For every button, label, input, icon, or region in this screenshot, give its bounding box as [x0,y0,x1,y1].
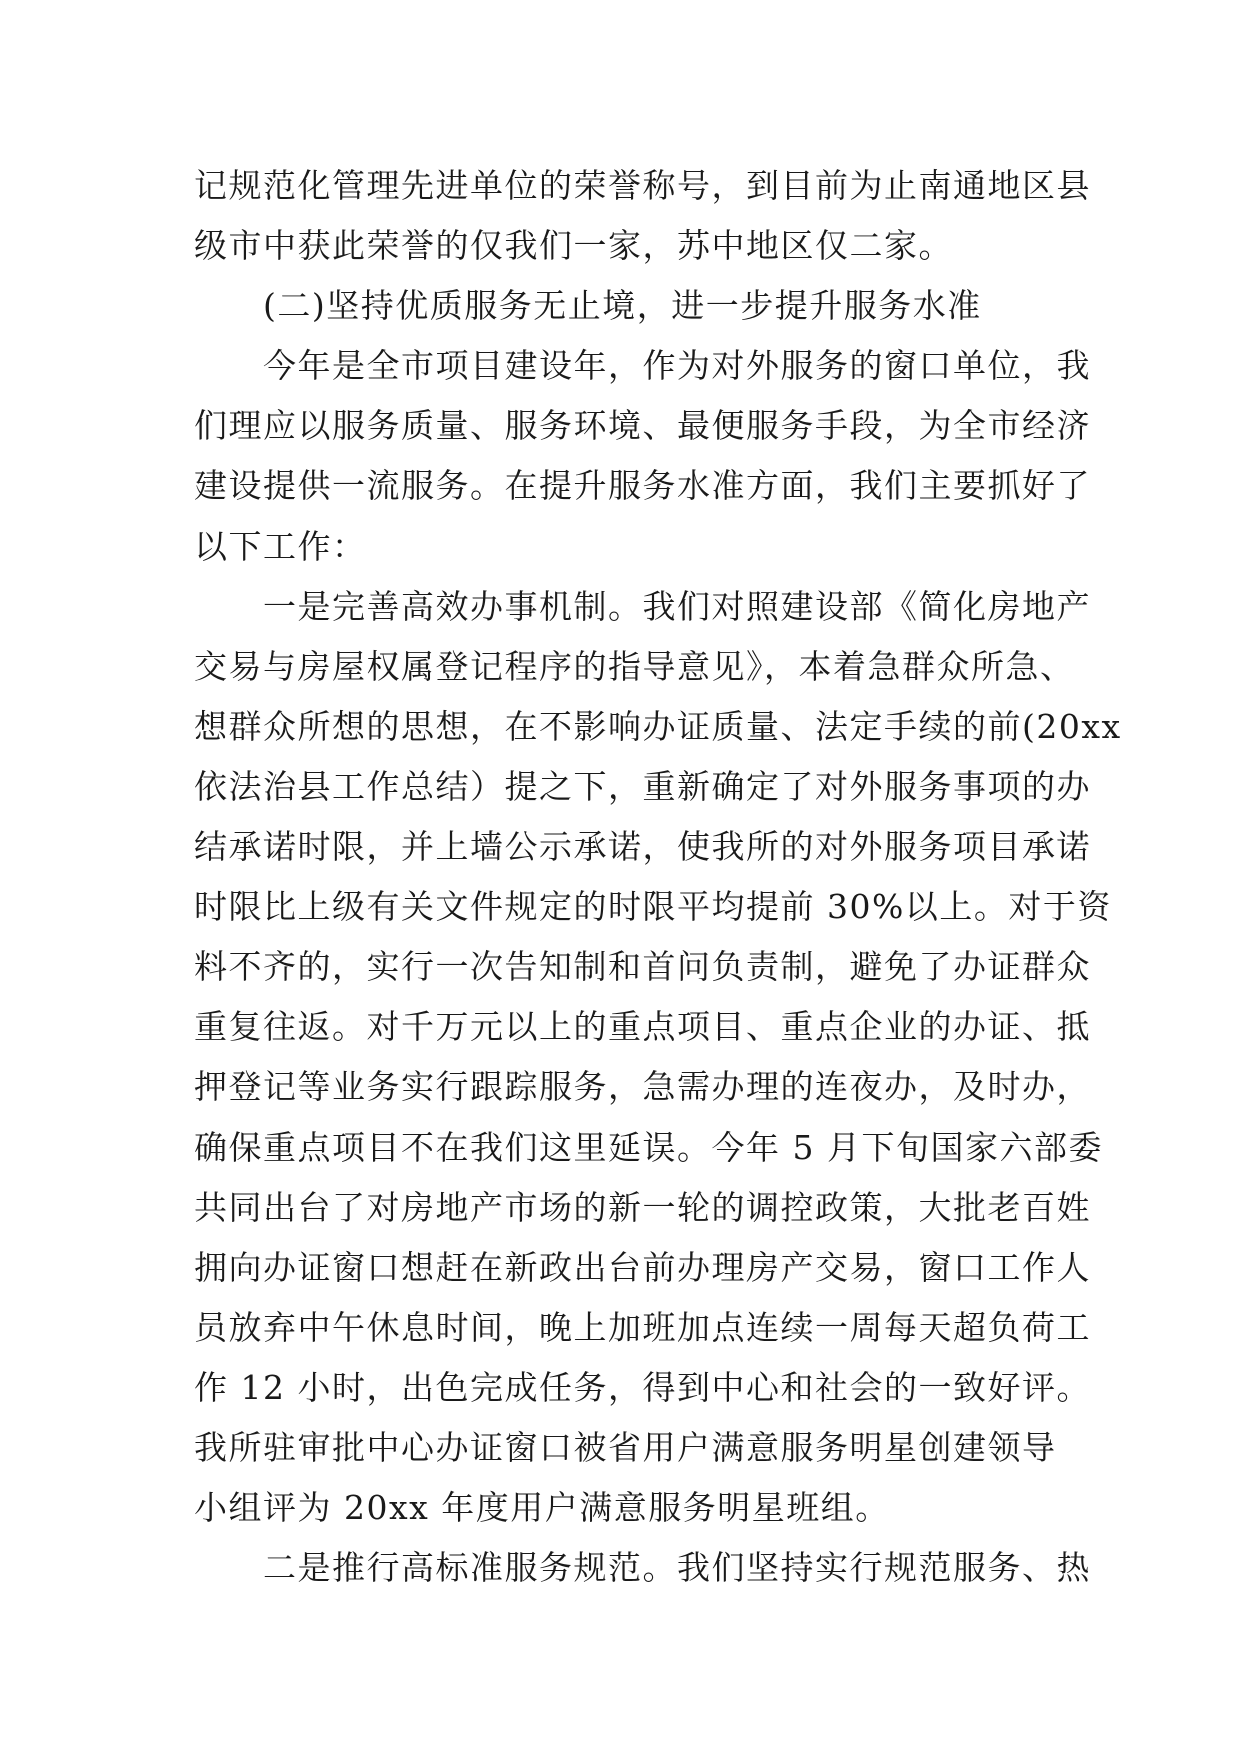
text-line: 结承诺时限，并上墙公示承诺，使我所的对外服务项目承诺 [194,827,1091,867]
text-line: 一是完善高效办事机制。我们对照建设部《简化房地产 [194,586,1091,626]
text-line: 时限比上级有关文件规定的时限平均提前 30%以上。对于资 [194,887,1112,927]
text-line: 我所驻审批中心办证窗口被省用户满意服务明星创建领导 [194,1427,1057,1467]
text-line: 们理应以服务质量、服务环境、最便服务手段，为全市经济 [194,406,1091,446]
text-line: 员放弃中午休息时间，晚上加班加点连续一周每天超负荷工 [194,1307,1091,1347]
text-line: 二是推行高标准服务规范。我们坚持实行规范服务、热 [194,1548,1091,1588]
text-line: 今年是全市项目建设年，作为对外服务的窗口单位，我 [194,346,1091,386]
text-line: 确保重点项目不在我们这里延误。今年 5 月下旬国家六部委 [194,1127,1103,1167]
section-heading: (二)坚持优质服务无止境，进一步提升服务水准 [194,286,982,326]
text-line: 小组评为 20xx 年度用户满意服务明星班组。 [194,1488,890,1528]
text-line: 交易与房屋权属登记程序的指导意见》，本着急群众所急、 [194,646,1075,686]
text-line: 记规范化管理先进单位的荣誉称号，到目前为止南通地区县 [194,166,1091,205]
text-line: 共同出台了对房地产市场的新一轮的调控政策，大批老百姓 [194,1187,1091,1227]
text-line: 以下工作： [194,526,367,566]
text-line: 押登记等业务实行跟踪服务，急需办理的连夜办，及时办， [194,1067,1091,1107]
text-line: 建设提供一流服务。在提升服务水准方面，我们主要抓好了 [194,466,1091,506]
text-line: 拥向办证窗口想赶在新政出台前办理房产交易，窗口工作人 [194,1247,1091,1287]
text-line: 料不齐的，实行一次告知制和首问负责制，避免了办证群众 [194,947,1091,987]
document-body [194,156,1122,1598]
text-line: 依法治县工作总结）提之下，重新确定了对外服务事项的办 [194,766,1091,806]
text-line: 作 12 小时，出色完成任务，得到中心和社会的一致好评。 [194,1367,1091,1407]
text-line: 重复往返。对千万元以上的重点项目、重点企业的办证、抵 [194,1007,1091,1047]
text-line: 级市中获此荣誉的仅我们一家，苏中地区仅二家。 [194,226,953,266]
text-line: 想群众所想的思想，在不影响办证质量、法定手续的前(20xx [194,706,1122,746]
